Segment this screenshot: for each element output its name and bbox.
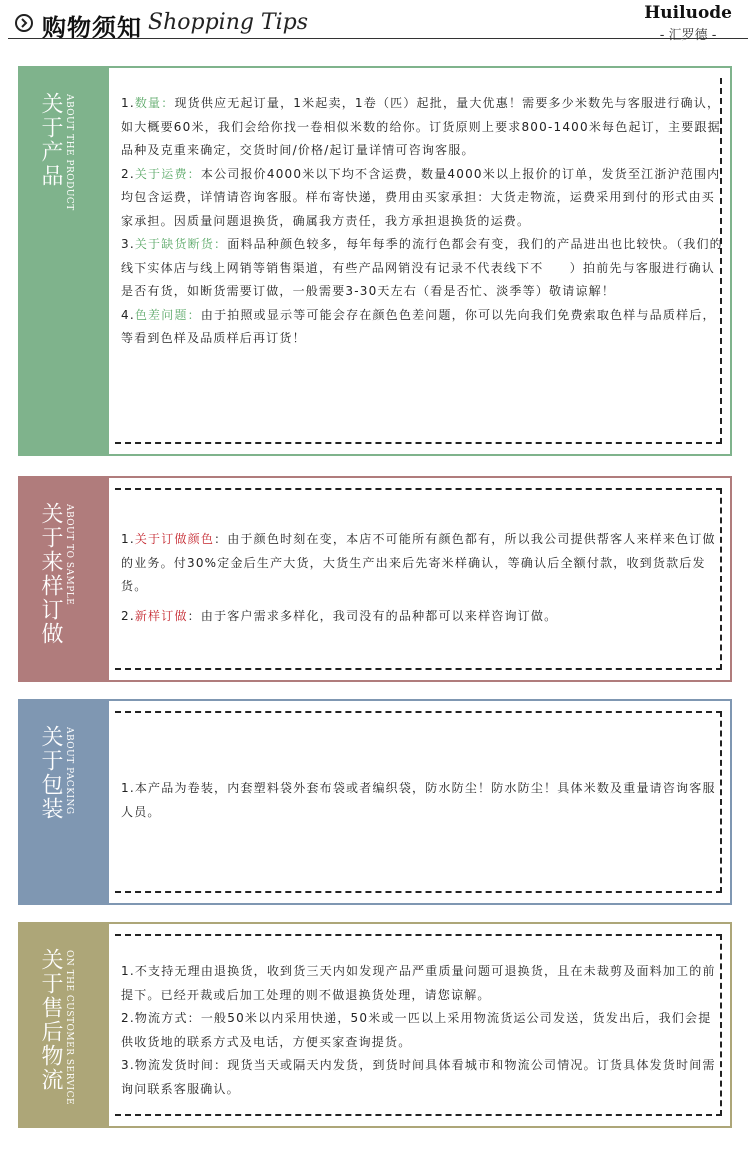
section-title: 关于包装 bbox=[38, 725, 63, 821]
section-sample-content bbox=[107, 476, 732, 682]
list-item: 4.色差问题：由于拍照或显示等可能会存在颜色色差问题，你可以先向我们免费索取色样与品质样后，等看到色样及品质样后再订货！ bbox=[121, 307, 716, 345]
brand-name-cn: - 汇罗德 - bbox=[659, 28, 717, 43]
list-item: 3.物流发货时间：现货当天或隔天内发货，到货时间具体看城市和物流公司情况。订货具体发货时间需询问联系客服确认。 bbox=[121, 1058, 716, 1096]
list-item: 2.新样订做：由于客户需求多样化，我司没有的品种都可以来样咨询订做。 bbox=[121, 608, 558, 623]
header-divider bbox=[8, 38, 748, 39]
section-service-sidebar bbox=[18, 922, 107, 1128]
list-item: 2.物流方式：一般50米以内采用快递，50米或一匹以上采用物流货运公司发送，货发出后，我们会提供收货地的联系方式及电话，方便买家查询提货。 bbox=[121, 1011, 712, 1049]
list-item: 1.数量：现货供应无起订量，1米起卖，1卷（匹）起批，量大优惠！需要多少米数先与客服进行确认，如大概要60米，我们会给你找一卷相似米数的给你。订货原则上要求800-1400米每色起订，主要跟据品种及克重来确定，交货时间/价格/起订量详情可咨询客服。 bbox=[121, 96, 721, 157]
section-text bbox=[121, 960, 724, 1101]
section-subtitle: ABOUT PACKING bbox=[64, 727, 74, 815]
chevron-right-icon bbox=[15, 14, 33, 32]
section-subtitle: ABOUT TO SAMPLE bbox=[64, 504, 74, 606]
section-text bbox=[121, 92, 724, 351]
section-sample-sidebar bbox=[18, 476, 107, 682]
section-sample bbox=[18, 476, 732, 682]
section-subtitle: ABOUT THE PRODUCT bbox=[64, 94, 74, 211]
list-item: 2.关于运费：本公司报价4000米以下均不含运费，数量4000米以上报价的订单，发货至江浙沪范围内均包含运费，详情请咨询客服。样布寄快递，费用由买家承担：大货走物流，运费采用到付的形式由买家承担。因质量问题退换货，确属我方责任，我方承担退换货的运费。 bbox=[121, 166, 721, 228]
section-title: 关于来样订做 bbox=[38, 502, 63, 646]
section-packing-sidebar bbox=[18, 699, 107, 905]
section-product-sidebar bbox=[18, 66, 107, 456]
page-title-en: Shopping Tips bbox=[148, 10, 309, 35]
list-item: 1.关于订做颜色：由于颜色时刻在变，本店不可能所有颜色都有，所以我公司提供帮客人来样来色订做的业务。付30%定金后生产大货，大货生产出来后先寄米样确认，等确认后全额付款，收到货款后发货。 bbox=[121, 532, 716, 593]
section-text bbox=[121, 528, 724, 628]
section-product-content bbox=[107, 66, 732, 456]
brand-logo bbox=[644, 3, 732, 43]
section-packing bbox=[18, 699, 732, 905]
page-title-cn: 购物须知 bbox=[42, 14, 142, 42]
list-item: 3.关于缺货断货：面料品种颜色较多，每年每季的流行色都会有变，我们的产品进出也比较快。（我们的线下实体店与线上网销等销售渠道，有些产品网销没有记录不代表线下不 ）拍前先与客服进行确认是否有货，如断货需要订做，一般需要3-30天左右（看是否忙、淡季等）敬请谅解！ bbox=[121, 237, 723, 298]
section-text bbox=[121, 777, 724, 824]
section-packing-content bbox=[107, 699, 732, 905]
list-item: 1.本产品为卷装，内套塑料袋外套布袋或者编织袋，防水防尘！防水防尘！具体米数及重量请咨询客服人员。 bbox=[121, 781, 716, 819]
list-item: 1.不支持无理由退换货，收到货三天内如发现产品严重质量问题可退换货，且在未裁剪及面料加工的前提下。已经开裁或后加工处理的则不做退换货处理，请您谅解。 bbox=[121, 964, 716, 1002]
section-title: 关于产品 bbox=[38, 92, 63, 188]
section-service-content bbox=[107, 922, 732, 1128]
brand-name-en: Huiluode bbox=[644, 3, 732, 23]
section-title: 关于售后物流 bbox=[38, 948, 63, 1092]
section-subtitle: ON THE CUSTOMER SERVICE bbox=[64, 950, 74, 1106]
section-service bbox=[18, 922, 732, 1128]
section-product bbox=[18, 66, 732, 456]
page-header bbox=[0, 0, 750, 44]
